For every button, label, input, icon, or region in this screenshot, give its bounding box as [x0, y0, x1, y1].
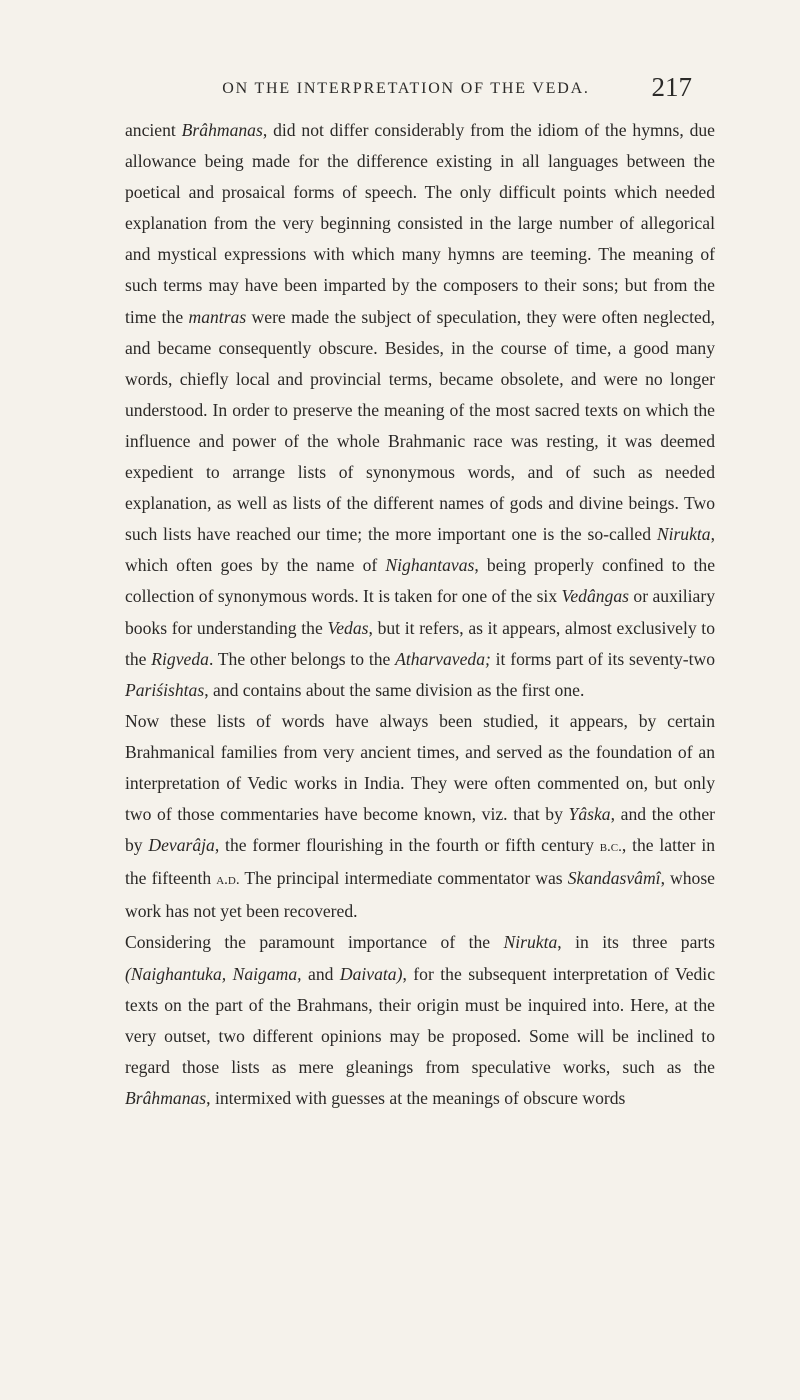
italic-term: Brâhmanas: [125, 1087, 207, 1108]
text-run: The principal intermediate commentator was: [239, 868, 568, 889]
text-run: , did not differ considerably from the idiom of the hymns, due allowance being made for the difference existing in all languages between the poetical and prosaical forms of speech. The only difficult points which needed explanation from the very beginning consisted in the large number of allegorical and mystical expressions with which many hymns are teeming. The meaning of such terms may have been imparted by the composers to their sons; but from the time the: [125, 120, 715, 327]
italic-term: Daivata): [339, 963, 403, 984]
body-text: [125, 115, 715, 1114]
text-run: were made the subject of speculation, they were often neglected, and became consequently obscure. Besides, in the course of time, a good many words, chiefly local and provincial terms, became obsolete, and were no longer understood. In order to preserve the meaning of the most sacred texts on which the influence and power of the whole Brahmanic race was resting, it was deemed expedient to arrange lists of synonymous words, and of such as needed explanation, as well as lists of the different names of gods and divine beings. Two such lists have reached our time; the more important one is the so-called: [125, 306, 716, 545]
italic-term: Rigveda: [151, 648, 209, 669]
paragraph: [125, 115, 715, 706]
text-run: . The other belongs to the: [208, 648, 396, 669]
text-run: , but it refers, as it appears, almost exclusively to the: [125, 617, 715, 669]
text-run: and: [301, 963, 340, 984]
italic-term: Atharvaveda;: [395, 648, 491, 669]
text-run: Considering the paramount importance of the: [125, 932, 504, 953]
italic-term: Vedângas: [561, 586, 629, 607]
text-run: , which often goes by the name of: [125, 524, 715, 576]
text-run: Now these lists of words have always been studied, it appears, by certain Brahmanical families from very ancient times, and served as the foundation of an interpretation of Vedic works in India. They were often commented on, but only two of those commentaries have become known, viz. that by: [125, 710, 715, 825]
text-run: , being properly confined to the collection of synonymous words. It is taken for one of the six: [125, 555, 716, 607]
italic-term: Yâska: [568, 804, 611, 825]
small-caps-abbrev: a.d.: [216, 872, 240, 889]
page-number: 217: [651, 72, 692, 102]
running-head: [120, 72, 692, 106]
paragraph: [125, 927, 715, 1114]
italic-term: Devarâja: [148, 835, 215, 856]
text-run: , for the subsequent interpretation of Vedic texts on the part of the Brahmans, their origin must be inquired into. Here, at the very outset, two different opinions may be proposed. Some will be inclined to regard those lists as mere gleanings from speculative works, such as the: [125, 963, 716, 1077]
text-run: , intermixed with guesses at the meanings of obscure words: [206, 1087, 626, 1108]
italic-term: (Naighantuka, Naigama,: [125, 963, 302, 984]
italic-term: Brâhmanas: [181, 120, 263, 140]
italic-term: Nirukta: [503, 932, 558, 953]
text-run: ancient: [125, 120, 182, 140]
text-run: , the former flourishing in the fourth or fifth century: [214, 835, 600, 856]
text-run: or auxiliary books for understanding the: [125, 586, 715, 638]
small-caps-abbrev: b.c.: [599, 839, 622, 856]
text-run: , and the other by: [125, 804, 715, 856]
italic-term: Pariśishtas: [125, 679, 205, 700]
italic-term: Skandasvâmî: [567, 868, 661, 889]
running-title: ON THE INTERPRETATION OF THE VEDA.: [222, 80, 590, 97]
text-run: , in its three parts: [557, 932, 715, 953]
text-run: , the latter in the fifteenth: [125, 835, 716, 889]
text-run: it forms part of its seventy-two: [490, 648, 715, 669]
italic-term: Nighantavas: [385, 555, 475, 576]
italic-term: Nirukta: [656, 524, 711, 545]
italic-term: Vedas: [327, 617, 369, 638]
text-run: , whose work has not yet been recovered.: [125, 868, 715, 922]
text-run: , and contains about the same division as the first one.: [204, 679, 585, 700]
paragraph: [125, 706, 715, 928]
italic-term: mantras: [188, 306, 247, 327]
